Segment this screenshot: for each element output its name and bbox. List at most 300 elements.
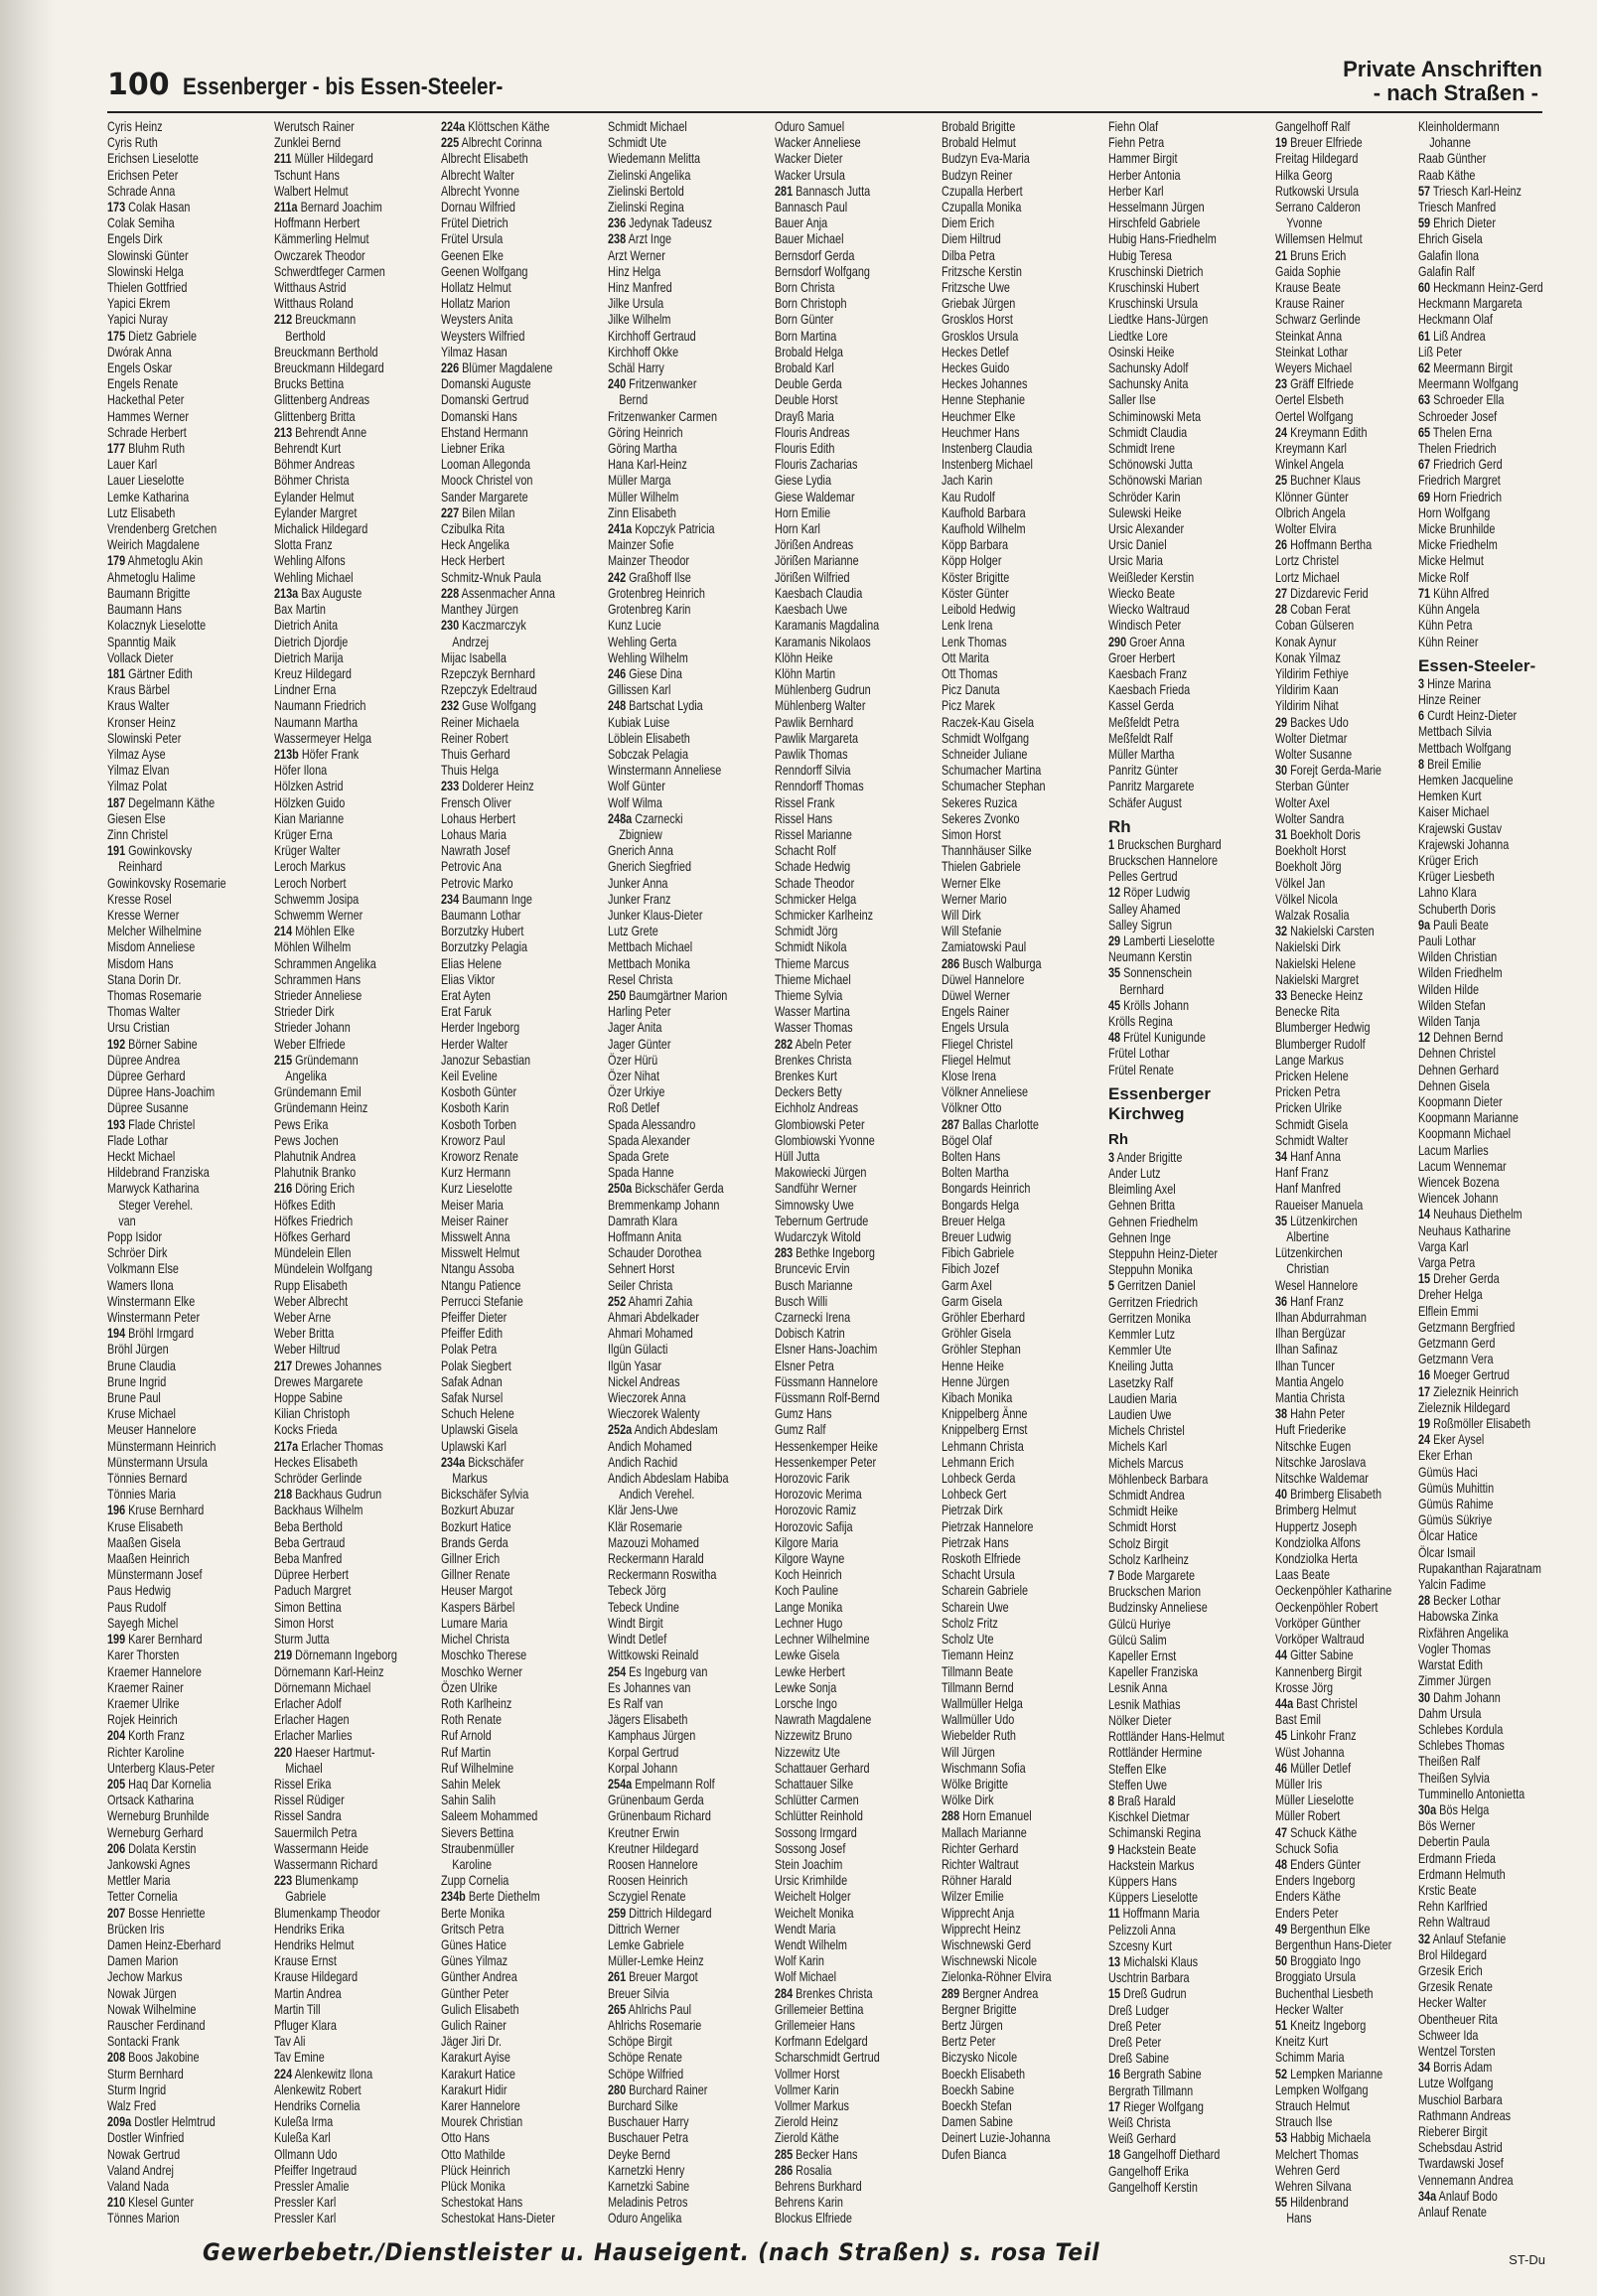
resident-name: Misswelt Anna bbox=[441, 1229, 510, 1245]
house-number: 46 bbox=[1275, 1760, 1288, 1776]
resident-name: Meiser Maria bbox=[441, 1197, 504, 1213]
directory-entry bbox=[608, 345, 751, 360]
resident-name: Mijac Isabella bbox=[441, 649, 507, 665]
resident-name: Brenkes Christa bbox=[775, 1052, 852, 1068]
directory-entry bbox=[608, 908, 751, 924]
resident-name: Keil Eveline bbox=[441, 1068, 498, 1083]
directory-entry bbox=[441, 698, 584, 714]
resident-name: Wipprecht Anja bbox=[942, 1905, 1015, 1921]
directory-entry bbox=[274, 892, 417, 908]
directory-entry bbox=[1108, 296, 1251, 312]
resident-name: Nakielski Dirk bbox=[1275, 939, 1341, 955]
directory-entry bbox=[1108, 376, 1251, 392]
resident-name: Müller Robert bbox=[1275, 1808, 1341, 1824]
directory-entry bbox=[1275, 1745, 1418, 1761]
resident-name: Sahin Salih bbox=[441, 1793, 497, 1808]
house-number: 65 bbox=[1418, 424, 1431, 440]
directory-entry bbox=[608, 1600, 751, 1616]
directory-entry bbox=[1108, 1407, 1251, 1423]
resident-name: Bernsdorf Gerda bbox=[775, 247, 855, 263]
resident-name: Raab Käthe bbox=[1418, 167, 1476, 183]
directory-entry bbox=[608, 779, 751, 794]
directory-entry bbox=[608, 296, 751, 312]
resident-name: Sturm Ingrid bbox=[107, 2081, 167, 2097]
resident-name: Bertz Jürgen bbox=[942, 2017, 1003, 2033]
resident-name: Stein Joachim bbox=[775, 1856, 843, 1872]
resident-name: Misdom Anneliese bbox=[107, 939, 196, 955]
directory-entry bbox=[1275, 1600, 1418, 1616]
resident-name: Yildirim Fethiye bbox=[1275, 665, 1349, 681]
directory-entry bbox=[608, 892, 751, 908]
directory-entry bbox=[608, 763, 751, 779]
resident-name: Gräff Elfriede bbox=[1290, 376, 1354, 392]
resident-name: Wolter Elvira bbox=[1275, 521, 1337, 537]
directory-entry bbox=[942, 2130, 1085, 2146]
directory-entry bbox=[1275, 1906, 1418, 1922]
directory-entry bbox=[274, 666, 417, 682]
resident-name: Jager Günter bbox=[608, 1036, 671, 1052]
directory-entry bbox=[441, 715, 584, 731]
directory-entry bbox=[1275, 329, 1418, 345]
directory-entry bbox=[274, 296, 417, 312]
directory-entry bbox=[274, 473, 417, 489]
directory-entry bbox=[441, 2114, 584, 2130]
house-number: 240 bbox=[608, 376, 627, 392]
resident-name: Albertine bbox=[1286, 1229, 1330, 1245]
resident-name: Bauer Michael bbox=[775, 231, 844, 247]
directory-entry bbox=[775, 586, 918, 602]
directory-entry bbox=[1418, 2173, 1561, 2189]
resident-name: Zieleznik Hildegard bbox=[1418, 1399, 1511, 1415]
directory-entry bbox=[441, 1761, 584, 1777]
directory-entry bbox=[1108, 231, 1251, 247]
directory-entry bbox=[1108, 1504, 1251, 1519]
directory-entry bbox=[1418, 1175, 1561, 1191]
directory-entry bbox=[1418, 1690, 1561, 1706]
directory-entry bbox=[107, 248, 250, 264]
resident-name: Jörißen Marianne bbox=[775, 553, 859, 569]
resident-name: Sczygiel Renate bbox=[608, 1889, 686, 1905]
resident-name: Glombiowski Yvonne bbox=[775, 1132, 875, 1148]
directory-entry bbox=[1275, 296, 1418, 312]
resident-name: Scholz Ute bbox=[942, 1632, 994, 1648]
directory-entry bbox=[441, 1149, 584, 1165]
directory-entry bbox=[107, 1117, 250, 1133]
resident-name: Backes Udo bbox=[1290, 714, 1349, 730]
resident-name: Kemmler Ute bbox=[1108, 1343, 1172, 1359]
directory-entry bbox=[942, 908, 1085, 924]
directory-entry bbox=[942, 2034, 1085, 2050]
resident-name: Oeckenpöhler Katharine bbox=[1275, 1583, 1392, 1599]
resident-name: Koopmann Dieter bbox=[1418, 1093, 1503, 1109]
directory-entry bbox=[274, 924, 417, 939]
resident-name: Erichsen Lieselotte bbox=[107, 151, 199, 167]
directory-entry bbox=[107, 1487, 250, 1503]
directory-entry bbox=[608, 1422, 751, 1438]
directory-entry bbox=[608, 553, 751, 569]
resident-name: Giese Waldemar bbox=[775, 489, 855, 504]
resident-name: Gehnen Friedhelm bbox=[1108, 1214, 1199, 1229]
directory-entry bbox=[775, 843, 918, 859]
house-number: 204 bbox=[107, 1728, 126, 1744]
resident-name: Owczarek Theodor bbox=[274, 247, 365, 263]
resident-name: Heuchmer Hans bbox=[942, 424, 1020, 440]
directory-entry bbox=[1108, 747, 1251, 763]
footer-note: Gewerbebetr./Dienstleister u. Hauseigent. (nach Straßen) s. rosa Teil bbox=[203, 2238, 1100, 2266]
resident-name: Ursic Maria bbox=[1108, 553, 1163, 569]
resident-name: Gangelhoff Diethard bbox=[1123, 2147, 1221, 2163]
resident-name: Varga Karl bbox=[1418, 1238, 1469, 1254]
directory-entry bbox=[1418, 521, 1561, 537]
resident-name: Bertz Peter bbox=[942, 2034, 996, 2050]
directory-entry bbox=[1418, 1771, 1561, 1787]
house-number: 34a bbox=[1418, 2188, 1437, 2204]
directory-entry bbox=[775, 280, 918, 296]
resident-name: Düpree Hans-Joachim bbox=[107, 1084, 216, 1100]
house-number: 16 bbox=[1418, 1367, 1431, 1383]
resident-name: Anlauf Bodo bbox=[1438, 2188, 1498, 2204]
resident-name: Slowinski Günter bbox=[107, 247, 189, 263]
house-number: 219 bbox=[274, 1648, 293, 1663]
directory-entry bbox=[775, 490, 918, 505]
directory-entry bbox=[942, 345, 1085, 360]
directory-entry bbox=[1418, 1416, 1561, 1432]
directory-entry bbox=[1418, 2092, 1561, 2108]
directory-entry bbox=[1108, 425, 1251, 441]
resident-name: Hanf Manfred bbox=[1275, 1181, 1341, 1197]
directory-entry bbox=[1418, 2205, 1561, 2221]
resident-name: Nakielski Helene bbox=[1275, 955, 1356, 971]
directory-entry bbox=[107, 537, 250, 553]
directory-entry bbox=[942, 1889, 1085, 1905]
directory-entry bbox=[1418, 200, 1561, 215]
resident-name: Bernhard bbox=[1119, 981, 1164, 997]
directory-entry bbox=[441, 2034, 584, 2050]
resident-name: Schauder Dorothea bbox=[608, 1245, 702, 1261]
directory-entry bbox=[1108, 1649, 1251, 1664]
resident-name: Getzmann Gerd bbox=[1418, 1336, 1496, 1352]
directory-entry bbox=[1108, 1359, 1251, 1374]
directory-entry bbox=[107, 264, 250, 280]
resident-name: Kruse Elisabeth bbox=[107, 1518, 184, 1534]
resident-name: Krölls Johann bbox=[1123, 997, 1190, 1013]
directory-entry bbox=[608, 1294, 751, 1310]
resident-name: Steppuhn Heinz-Dieter bbox=[1108, 1246, 1219, 1261]
resident-name: Frütel Ursula bbox=[441, 231, 504, 247]
resident-name: Bolten Hans bbox=[942, 1149, 1001, 1164]
resident-name: Sehnert Horst bbox=[608, 1261, 675, 1277]
resident-name: Gründemann bbox=[295, 1052, 359, 1068]
directory-entry bbox=[608, 1808, 751, 1824]
resident-name: Özer Urkiye bbox=[608, 1084, 665, 1100]
resident-name: Göring Martha bbox=[608, 441, 677, 457]
directory-entry bbox=[1418, 1512, 1561, 1528]
resident-name: Kaiser Michael bbox=[1418, 804, 1490, 820]
resident-name: Ahmari Abdelkader bbox=[608, 1310, 699, 1326]
house-number: 236 bbox=[608, 215, 627, 231]
directory-entry bbox=[1418, 1545, 1561, 1561]
resident-name: Dreß Peter bbox=[1108, 2034, 1162, 2050]
directory-entry bbox=[1418, 757, 1561, 773]
directory-entry bbox=[1275, 1245, 1418, 1261]
directory-entry bbox=[1108, 1729, 1251, 1745]
resident-name: Schönowski Jutta bbox=[1108, 457, 1193, 473]
resident-name: Höfkes Edith bbox=[274, 1197, 336, 1213]
resident-name: Buchner Klaus bbox=[1290, 473, 1361, 489]
resident-name: Schlütter Carmen bbox=[775, 1793, 859, 1808]
directory-entry bbox=[274, 1133, 417, 1149]
resident-name: Müller Wilhelm bbox=[608, 489, 679, 504]
resident-name: Salley Sigrun bbox=[1108, 917, 1173, 933]
resident-name: Düpree Gerhard bbox=[107, 1068, 186, 1083]
directory-entry bbox=[1108, 1014, 1251, 1030]
resident-name: Thielen Gabriele bbox=[942, 859, 1021, 875]
directory-entry bbox=[107, 1519, 250, 1535]
resident-name: Linkohr Franz bbox=[1290, 1728, 1357, 1744]
resident-name: Horn Emilie bbox=[775, 504, 831, 520]
resident-name: Küppers Hans bbox=[1108, 1873, 1177, 1889]
directory-entry bbox=[274, 1953, 417, 1969]
directory-entry bbox=[274, 1422, 417, 1438]
resident-name: Gerritzen Friedrich bbox=[1108, 1294, 1199, 1310]
resident-name: Valand Nada bbox=[107, 2179, 170, 2194]
resident-name: Flouris Andreas bbox=[775, 424, 850, 440]
resident-name: Wipprecht Heinz bbox=[942, 1921, 1021, 1937]
directory-entry bbox=[441, 184, 584, 200]
directory-entry bbox=[107, 1873, 250, 1889]
resident-name: Wolter Sandra bbox=[1275, 810, 1345, 826]
resident-name: Friedrich Margret bbox=[1418, 473, 1501, 489]
directory-entry bbox=[107, 490, 250, 505]
resident-name: Blümer Magdalene bbox=[462, 360, 553, 376]
directory-entry bbox=[107, 360, 250, 376]
directory-entry bbox=[107, 666, 250, 682]
house-number: 205 bbox=[107, 1776, 126, 1792]
directory-entry bbox=[107, 1825, 250, 1841]
resident-name: Zinn Christel bbox=[107, 826, 169, 842]
directory-entry bbox=[1418, 1722, 1561, 1738]
directory-entry bbox=[1418, 1078, 1561, 1094]
resident-name: Muschiol Barbara bbox=[1418, 2091, 1503, 2107]
directory-entry bbox=[775, 360, 918, 376]
resident-name: Schade Theodor bbox=[775, 875, 855, 891]
directory-entry bbox=[1275, 392, 1418, 408]
directory-entry bbox=[274, 345, 417, 360]
resident-name: Bode Margarete bbox=[1117, 1568, 1196, 1584]
resident-name: Oduro Samuel bbox=[775, 119, 845, 134]
directory-entry bbox=[1108, 650, 1251, 666]
directory-entry bbox=[441, 795, 584, 811]
directory-entry bbox=[1108, 2180, 1251, 2196]
footer-code: ST-Du bbox=[1509, 2252, 1545, 2267]
resident-name: Hackethal Peter bbox=[107, 392, 185, 408]
directory-entry bbox=[1418, 692, 1561, 708]
directory-entry bbox=[775, 2211, 918, 2226]
resident-name: Blumberger Rudolf bbox=[1275, 1036, 1366, 1052]
directory-entry bbox=[608, 2034, 751, 2050]
directory-entry bbox=[441, 1326, 584, 1342]
resident-name: Karoline bbox=[452, 1856, 493, 1872]
resident-name: Münstermann Josef bbox=[107, 1567, 203, 1583]
resident-name: Gillissen Karl bbox=[608, 682, 671, 698]
resident-name: Becker Lothar bbox=[1433, 1593, 1501, 1609]
directory-entry bbox=[274, 2195, 417, 2211]
resident-name: Krajewski Gustav bbox=[1418, 820, 1503, 836]
directory-entry bbox=[608, 1471, 751, 1487]
resident-name: Schäfer August bbox=[1108, 794, 1182, 810]
resident-name: Schöpe Wilfried bbox=[608, 2066, 684, 2081]
directory-entry bbox=[775, 1873, 918, 1889]
directory-entry bbox=[608, 972, 751, 988]
directory-entry bbox=[1418, 1384, 1561, 1400]
directory-entry bbox=[107, 409, 250, 425]
directory-entry bbox=[608, 1133, 751, 1149]
directory-entry bbox=[1108, 2147, 1251, 2163]
directory-entry bbox=[441, 1117, 584, 1133]
resident-name: Petrovic Marko bbox=[441, 875, 513, 891]
directory-entry bbox=[775, 1761, 918, 1777]
resident-name: Schuck Käthe bbox=[1290, 1824, 1358, 1840]
resident-name: Vorköper Waltraud bbox=[1275, 1632, 1365, 1648]
house-number: 57 bbox=[1418, 183, 1431, 199]
directory-column bbox=[608, 119, 787, 2226]
directory-entry bbox=[1108, 2164, 1251, 2180]
resident-name: Pricken Helene bbox=[1275, 1068, 1349, 1083]
house-number: 23 bbox=[1275, 376, 1288, 392]
directory-entry bbox=[942, 1390, 1085, 1406]
directory-entry bbox=[608, 1100, 751, 1116]
directory-entry bbox=[608, 1728, 751, 1744]
resident-name: Naumann Friedrich bbox=[274, 698, 366, 714]
resident-name: Füssmann Rolf-Bernd bbox=[775, 1390, 880, 1406]
directory-entry bbox=[107, 1310, 250, 1326]
resident-name: Weirich Magdalene bbox=[107, 537, 200, 553]
house-number: 223 bbox=[274, 1873, 293, 1889]
directory-entry bbox=[1108, 982, 1251, 998]
directory-entry bbox=[1418, 1223, 1561, 1239]
directory-entry bbox=[942, 972, 1085, 988]
directory-entry bbox=[775, 184, 918, 200]
resident-name: Ahmetoglu Halime bbox=[107, 569, 196, 585]
house-number: 234a bbox=[441, 1454, 466, 1470]
directory-entry bbox=[942, 1471, 1085, 1487]
directory-entry bbox=[942, 2098, 1085, 2114]
directory-entry bbox=[1275, 908, 1418, 924]
resident-name: Wieczorek Walenty bbox=[608, 1406, 700, 1422]
directory-entry bbox=[775, 1906, 918, 1922]
directory-entry bbox=[1275, 1664, 1418, 1680]
house-number: 226 bbox=[441, 360, 460, 376]
resident-name: Es Johannes van bbox=[608, 1679, 691, 1695]
directory-entry bbox=[441, 1084, 584, 1100]
resident-name: Neumann Kerstin bbox=[1108, 949, 1193, 965]
resident-name: Ursic Alexander bbox=[1108, 521, 1185, 537]
directory-entry bbox=[775, 425, 918, 441]
directory-entry bbox=[1108, 119, 1251, 135]
resident-name: Burchard Silke bbox=[608, 2097, 678, 2113]
resident-name: Getzmann Vera bbox=[1418, 1352, 1494, 1367]
resident-name: Pietrzak Hans bbox=[942, 1534, 1009, 1550]
directory-entry bbox=[107, 1937, 250, 1953]
resident-name: Wehling Michael bbox=[274, 569, 354, 585]
house-number: 225 bbox=[441, 135, 460, 151]
directory-entry bbox=[274, 1214, 417, 1229]
directory-entry bbox=[608, 1616, 751, 1632]
directory-entry bbox=[775, 215, 918, 231]
resident-name: Hackstein Beate bbox=[1117, 1841, 1197, 1857]
resident-name: Nitschke Waldemar bbox=[1275, 1471, 1369, 1487]
resident-name: Twardawski Josef bbox=[1418, 2156, 1504, 2172]
directory-entry bbox=[441, 1198, 584, 1214]
resident-name: Liß Peter bbox=[1418, 344, 1463, 359]
resident-name: Brands Gerda bbox=[441, 1534, 508, 1550]
directory-entry bbox=[942, 1632, 1085, 1648]
directory-entry bbox=[942, 1583, 1085, 1599]
directory-entry bbox=[775, 1100, 918, 1116]
directory-entry bbox=[1275, 1261, 1418, 1277]
resident-name: Rehn Karlfried bbox=[1418, 1899, 1488, 1915]
directory-entry bbox=[775, 1342, 918, 1358]
resident-name: Horozovic Merima bbox=[775, 1487, 862, 1503]
directory-entry bbox=[942, 505, 1085, 521]
directory-entry bbox=[1275, 1100, 1418, 1116]
resident-name: Flade Christel bbox=[128, 1116, 196, 1132]
directory-entry bbox=[1418, 1207, 1561, 1222]
directory-entry bbox=[608, 457, 751, 473]
directory-entry bbox=[1418, 853, 1561, 869]
resident-name: Dehnen Gisela bbox=[1418, 1077, 1490, 1093]
directory-entry bbox=[274, 1359, 417, 1374]
resident-name: Wilden Christian bbox=[1418, 949, 1498, 965]
resident-name: Münstermann Ursula bbox=[107, 1454, 208, 1470]
resident-name: Gröhler Stephan bbox=[942, 1342, 1021, 1358]
resident-name: Berte Diethelm bbox=[468, 1889, 540, 1905]
directory-entry bbox=[1275, 811, 1418, 827]
directory-entry bbox=[1275, 1359, 1418, 1374]
resident-name: Weiß Christa bbox=[1108, 2114, 1171, 2130]
resident-name: Engels Oskar bbox=[107, 360, 173, 376]
directory-entry bbox=[608, 1793, 751, 1808]
directory-entry bbox=[942, 1680, 1085, 1696]
house-number: 59 bbox=[1418, 215, 1431, 231]
directory-entry bbox=[1108, 1391, 1251, 1407]
directory-entry bbox=[608, 2211, 751, 2226]
resident-name: Raab Günther bbox=[1418, 151, 1487, 167]
resident-name: Buchenthal Liesbeth bbox=[1275, 1985, 1374, 2001]
directory-entry bbox=[107, 119, 250, 135]
directory-entry bbox=[1275, 1487, 1418, 1503]
resident-name: Ruf Arnold bbox=[441, 1728, 492, 1744]
directory-entry bbox=[1275, 441, 1418, 457]
directory-entry bbox=[1418, 473, 1561, 489]
resident-name: Ortsack Katharina bbox=[107, 1793, 195, 1808]
resident-name: Schattauer Silke bbox=[775, 1776, 854, 1792]
resident-name: Klöhn Heike bbox=[775, 649, 833, 665]
directory-entry bbox=[1275, 1053, 1418, 1069]
directory-entry bbox=[274, 135, 417, 151]
resident-name: Zieleznik Heinrich bbox=[1433, 1383, 1519, 1399]
house-number: 224 bbox=[274, 2066, 293, 2081]
resident-name: Pfluger Klara bbox=[274, 2017, 337, 2033]
resident-name: Lutz Grete bbox=[608, 924, 658, 939]
resident-name: Dittrich Hildegard bbox=[629, 1905, 712, 1921]
resident-name: Fliegel Helmut bbox=[942, 1052, 1011, 1068]
directory-entry bbox=[441, 570, 584, 586]
directory-entry bbox=[274, 1616, 417, 1632]
resident-name: Behrendt Anne bbox=[295, 424, 367, 440]
house-number: 13 bbox=[1108, 1953, 1121, 1969]
directory-entry bbox=[441, 1922, 584, 1937]
